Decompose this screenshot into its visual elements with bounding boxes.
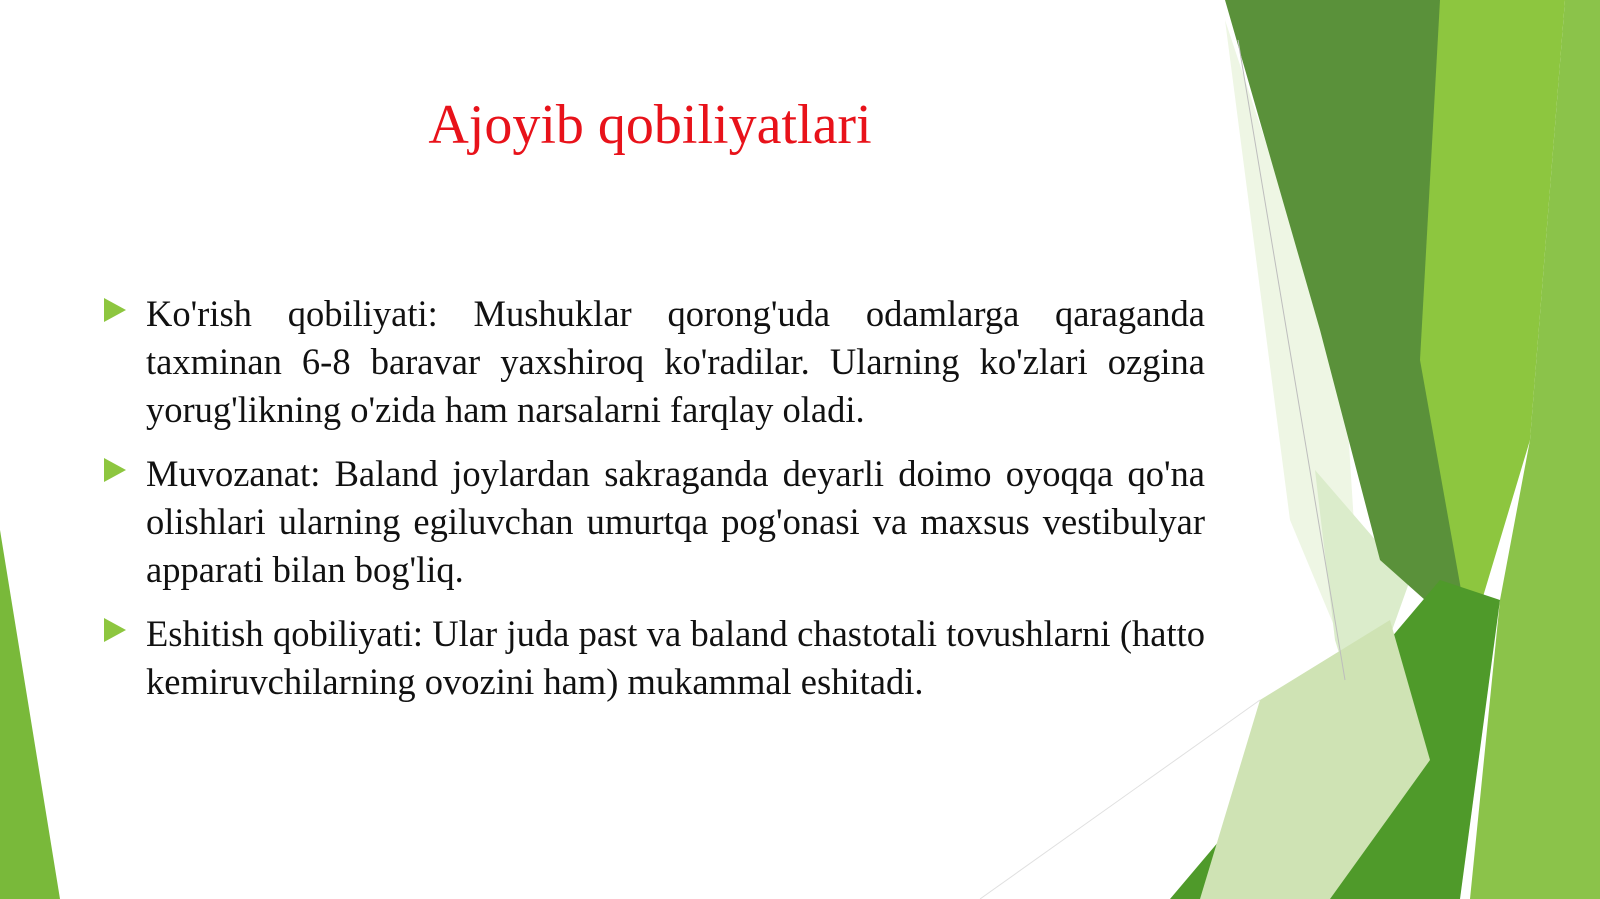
bullet-item-hearing bbox=[100, 610, 1205, 706]
bullet-item-vision bbox=[100, 290, 1205, 434]
slide-title: Ajoyib qobiliyatlari bbox=[428, 94, 872, 156]
green-triangle-bullet-icon bbox=[104, 618, 126, 642]
bullet-list bbox=[100, 290, 1205, 722]
left-green-shard bbox=[0, 530, 60, 899]
bullet-text: Eshitish qobiliyati: Ular juda past va baland chastotali tovushlarni (hatto kemiruvchilarning ovozini ham) mukammal eshitadi. bbox=[146, 613, 1205, 702]
green-triangle-bullet-icon bbox=[104, 458, 126, 482]
bullet-item-balance bbox=[100, 450, 1205, 594]
bullet-text: Muvozanat: Baland joylardan sakraganda deyarli doimo oyoqqa qo'na olishlari ularning egiluvchan umurtqa pog'onasi va maxsus vestibulyar apparati bilan bog'liq. bbox=[146, 453, 1205, 590]
bullet-text: Ko'rish qobiliyati: Mushuklar qorong'uda odamlarga qaraganda taxminan 6-8 baravar yaxshiroq ko'radilar. Ularning ko'zlari ozgina yorug'likning o'zida ham narsalarni farqlay oladi. bbox=[146, 293, 1205, 430]
green-triangle-bullet-icon bbox=[104, 298, 126, 322]
